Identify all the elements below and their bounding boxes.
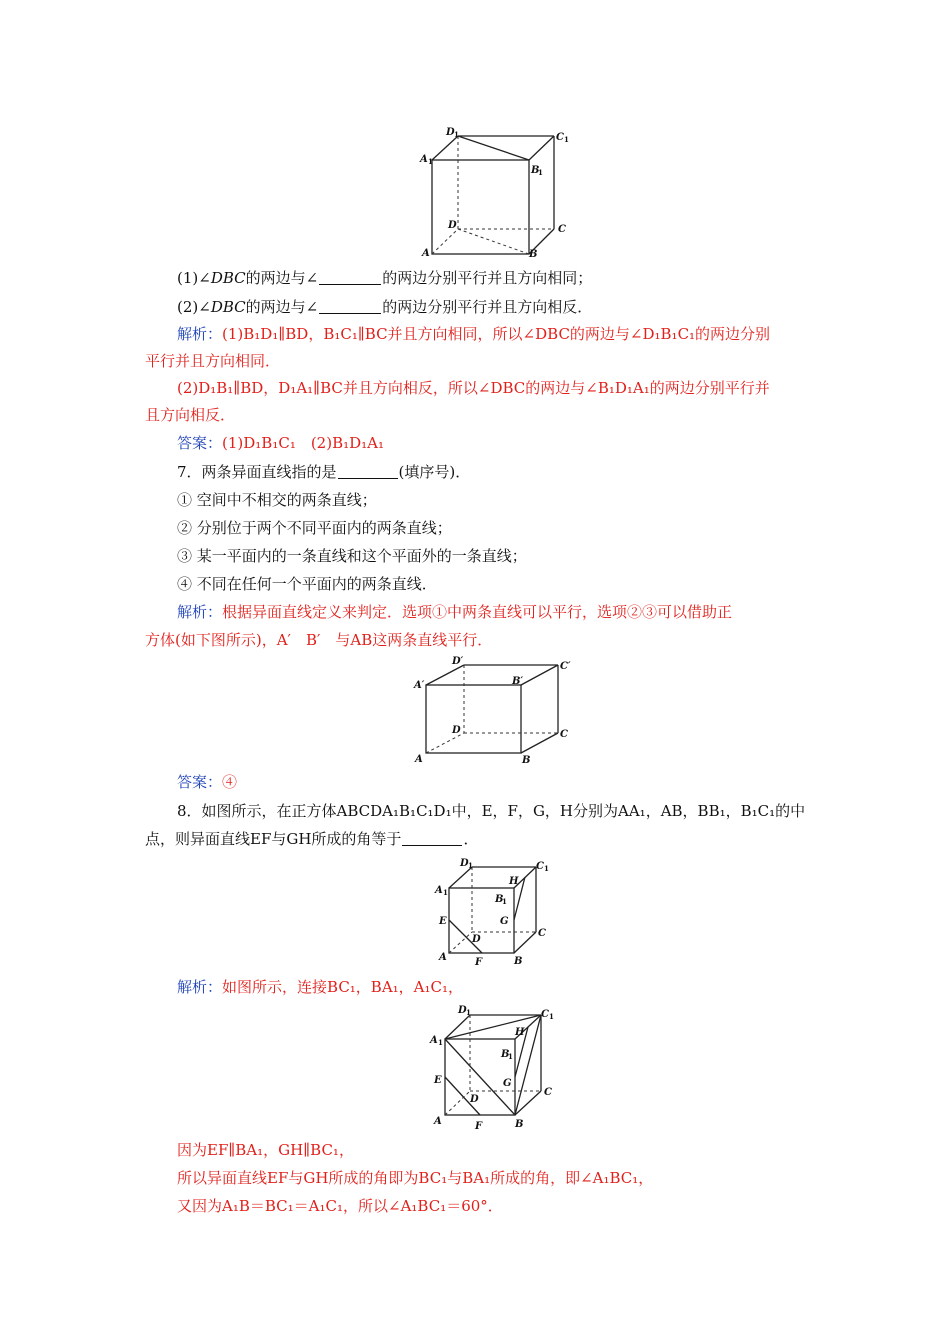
label-D1: D xyxy=(458,1005,467,1016)
label-G: G xyxy=(503,1078,512,1089)
label-H: H xyxy=(515,1027,525,1038)
label-B1-sub: 1 xyxy=(508,1052,513,1061)
cube-diagram-2 xyxy=(412,655,587,770)
q7-solution-line-1: 解析：根据异面直线定义来判定．选项①中两条直线可以平行，选项②③可以借助正 xyxy=(177,603,733,621)
cube-diagram-4 xyxy=(428,1003,558,1135)
q6-solution-line-1: 解析：(1)B₁D₁∥BD，B₁C₁∥BC并且方向相同，所以∠DBC的两边与∠D₁B₁C₁的两边分别 xyxy=(177,325,771,343)
label-B-prime: B′ xyxy=(512,676,524,687)
label-C: C xyxy=(538,928,546,939)
label-F: F xyxy=(475,1121,483,1132)
label-G: G xyxy=(500,916,509,927)
label-B1-sub: 1 xyxy=(538,168,543,177)
q6-answer: 答案：(1)D₁B₁C₁ (2)B₁D₁A₁ xyxy=(177,434,384,452)
label-C: C xyxy=(544,1087,552,1098)
label-A1-sub: 1 xyxy=(428,157,433,166)
q8-conclusion-line-2: 所以异面直线EF与GH所成的角即为BC₁与BA₁所成的角，即∠A₁BC₁， xyxy=(177,1169,654,1187)
label-A1-sub: 1 xyxy=(443,888,448,897)
label-C1: C xyxy=(556,132,564,143)
label-A1: A xyxy=(420,154,428,165)
q7-answer: 答案：④ xyxy=(177,773,238,791)
label-C1-sub: 1 xyxy=(564,135,569,144)
q7-option-2: ② 分别位于两个不同平面内的两条直线； xyxy=(177,519,452,537)
label-H: H xyxy=(509,876,519,887)
q6-part2: (2)∠DBC的两边与∠ 的两边分别平行并且方向相反． xyxy=(177,298,593,316)
label-D1: D xyxy=(460,858,469,869)
q8-conclusion-line-3: 又因为A₁B＝BC₁＝A₁C₁，所以∠A₁BC₁＝60°． xyxy=(177,1197,503,1215)
q6-solution-line-4: 且方向相反． xyxy=(145,406,236,424)
label-A: A xyxy=(422,248,430,259)
label-A1: A xyxy=(430,1035,438,1046)
label-D: D xyxy=(448,220,457,231)
label-A: A xyxy=(439,952,447,963)
figure-cube-1 xyxy=(420,126,580,261)
label-D: D xyxy=(452,725,461,736)
label-D1-sub: 1 xyxy=(466,1008,471,1017)
label-C: C xyxy=(558,224,566,235)
label-C1: C xyxy=(536,861,544,872)
q8-stem-line-2: 点，则异面直线EF与GH所成的角等于 ． xyxy=(145,830,479,848)
label-B1-sub: 1 xyxy=(502,897,507,906)
label-D-prime: D′ xyxy=(452,656,464,667)
q7-option-3: ③ 某一平面内的一条直线和这个平面外的一条直线； xyxy=(177,547,527,565)
q6-solution-line-3: (2)D₁B₁∥BD，D₁A₁∥BC并且方向相反，所以∠DBC的两边与∠B₁D₁A₁的两边分别平行并 xyxy=(177,379,770,397)
label-B: B xyxy=(515,1119,524,1130)
label-C1: C xyxy=(541,1009,549,1020)
label-D1-sub: 1 xyxy=(468,861,473,870)
label-C1-sub: 1 xyxy=(549,1012,554,1021)
label-B: B xyxy=(514,956,523,967)
label-E: E xyxy=(434,1075,442,1086)
label-C-prime: C′ xyxy=(560,661,571,672)
figure-cube-2 xyxy=(412,655,587,770)
label-B1: B xyxy=(495,894,504,905)
q7-option-1: ① 空间中不相交的两条直线； xyxy=(177,491,377,509)
label-E: E xyxy=(439,916,447,927)
q8-conclusion-line-1: 因为EF∥BA₁，GH∥BC₁， xyxy=(177,1141,354,1159)
label-A-prime: A′ xyxy=(414,680,425,691)
label-C1-sub: 1 xyxy=(544,864,549,873)
q8-stem-line-1: 8．如图所示，在正方体ABCDA₁B₁C₁D₁中，E，F，G，H分别为AA₁，AB，BB₁，B₁C₁的中 xyxy=(177,802,806,820)
q7-solution-line-2: 方体(如下图所示)，A′ B′ 与AB这两条直线平行． xyxy=(145,631,493,649)
q8-solution-line-1: 解析：如图所示，连接BC₁，BA₁，A₁C₁， xyxy=(177,978,464,996)
label-D: D xyxy=(472,934,481,945)
figure-cube-4 xyxy=(428,1003,558,1135)
label-B1: B xyxy=(531,165,540,176)
q6-blank-1[interactable] xyxy=(319,270,381,285)
q7-stem: 7．两条异面直线指的是 (填序号)． xyxy=(177,463,471,481)
q7-option-4: ④ 不同在任何一个平面内的两条直线． xyxy=(177,575,437,593)
label-C: C xyxy=(560,729,568,740)
label-A1: A xyxy=(435,885,443,896)
q6-blank-2[interactable] xyxy=(319,299,381,314)
q7-blank[interactable] xyxy=(338,464,398,479)
label-B1: B xyxy=(501,1049,510,1060)
q6-part1: (1)∠DBC的两边与∠ 的两边分别平行并且方向相同； xyxy=(177,269,593,287)
label-B: B xyxy=(529,249,538,260)
label-D: D xyxy=(470,1094,479,1105)
cube-diagram-1 xyxy=(420,126,580,261)
label-D1-sub: 1 xyxy=(454,130,459,139)
q8-blank[interactable] xyxy=(402,831,462,846)
label-A: A xyxy=(415,754,423,765)
label-B: B xyxy=(522,755,531,766)
label-A: A xyxy=(434,1116,442,1127)
q6-solution-line-2: 平行并且方向相同． xyxy=(145,352,281,370)
label-D1: D xyxy=(446,127,455,138)
label-F: F xyxy=(475,957,483,968)
cube-diagram-3 xyxy=(432,853,552,971)
label-A1-sub: 1 xyxy=(438,1038,443,1047)
figure-cube-3 xyxy=(432,853,552,971)
